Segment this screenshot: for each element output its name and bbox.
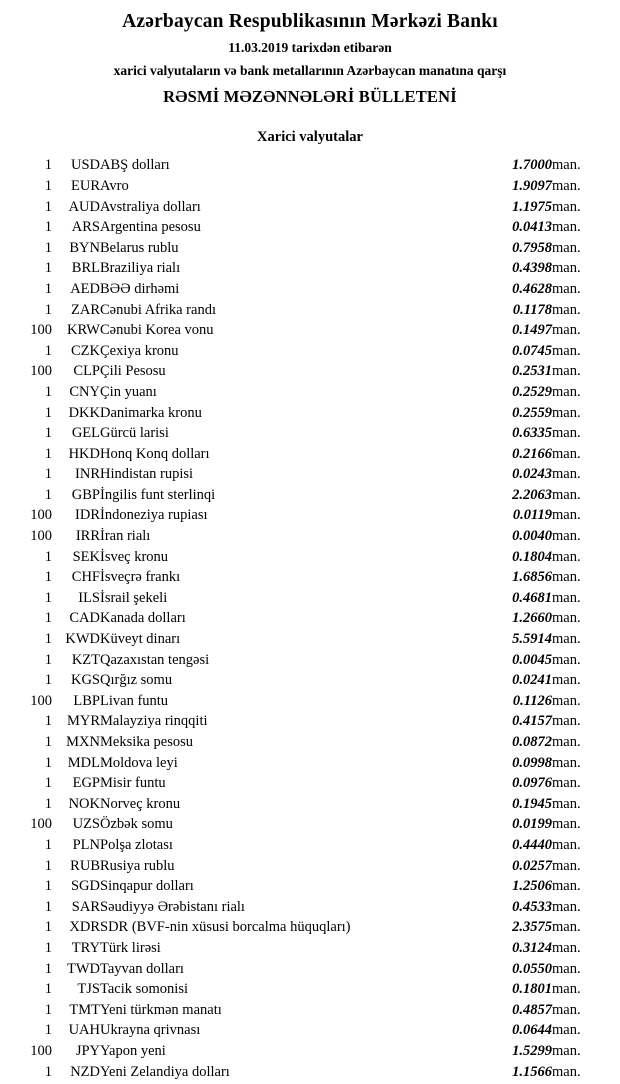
table-row (0, 528, 620, 549)
table-row (0, 425, 620, 446)
currency-quantity: 1 (44, 466, 52, 483)
currency-rate: 0.0241 (512, 672, 552, 689)
table-row (0, 755, 620, 776)
currency-name: Kanada dolları (100, 610, 186, 627)
currency-quantity: 1 (44, 960, 52, 977)
currency-name: Malayziya rinqqiti (100, 713, 208, 730)
table-row (0, 302, 620, 323)
currency-name: Hindistan rupisi (100, 466, 194, 483)
table-row (0, 837, 620, 858)
currency-code: KWD (65, 631, 100, 648)
currency-unit: man. (552, 445, 581, 462)
currency-code: CLP (73, 363, 100, 380)
currency-code: CHF (71, 569, 100, 586)
currency-quantity: 1 (44, 383, 52, 400)
currency-name: Tacik somonisi (100, 981, 188, 998)
currency-rate: 0.2166 (512, 445, 552, 462)
currency-name: Özbək somu (100, 816, 173, 833)
currency-name: Rusiya rublu (100, 857, 175, 874)
currency-quantity: 1 (44, 878, 52, 895)
currency-quantity: 1 (44, 919, 52, 936)
currency-code: SGD (70, 878, 100, 895)
table-row (0, 178, 620, 199)
table-row (0, 487, 620, 508)
currency-code: CAD (69, 610, 100, 627)
currency-unit: man. (552, 383, 581, 400)
currency-code: KRW (66, 322, 100, 339)
currency-name: Yapon yeni (100, 1042, 166, 1059)
currency-rate: 2.2063 (512, 486, 552, 503)
currency-unit: man. (552, 177, 581, 194)
currency-unit: man. (552, 775, 581, 792)
currency-name: İngilis funt sterlinqi (100, 486, 216, 503)
currency-unit: man. (552, 939, 581, 956)
currency-code: IDR (75, 507, 100, 524)
currency-rate: 1.1975 (512, 198, 552, 215)
currency-rate: 0.1497 (512, 322, 552, 339)
table-row (0, 343, 620, 364)
currency-rate: 1.5299 (512, 1042, 552, 1059)
bulletin-title: RƏSMİ MƏZƏNNƏLƏRİ BÜLLETENİ (163, 87, 457, 107)
currency-quantity: 1 (44, 836, 52, 853)
currency-rate: 0.4157 (512, 713, 552, 730)
currency-name: Argentina pesosu (100, 219, 201, 236)
currency-quantity: 100 (30, 322, 52, 339)
currency-code: BYN (69, 239, 100, 256)
currency-quantity: 1 (44, 754, 52, 771)
table-row (0, 858, 620, 879)
currency-rate: 0.1178 (512, 301, 552, 318)
currency-code: CNY (69, 383, 100, 400)
currency-unit: man. (552, 198, 581, 215)
currency-unit: man. (552, 404, 581, 421)
currency-rate: 0.0644 (512, 1022, 552, 1039)
currency-rate: 0.2559 (512, 404, 552, 421)
currency-quantity: 1 (44, 1022, 52, 1039)
currency-rate: 0.0998 (512, 754, 552, 771)
bank-title: Azərbaycan Respublikasının Mərkəzi Bankı (122, 11, 498, 32)
currency-name: Çili Pesosu (100, 363, 166, 380)
currency-code: AED (70, 280, 100, 297)
currency-name: İran rialı (100, 528, 151, 545)
table-row (0, 672, 620, 693)
table-row (0, 384, 620, 405)
currency-name: Cənubi Afrika randı (100, 301, 216, 318)
currency-code: GBP (71, 486, 100, 503)
currency-unit: man. (552, 157, 581, 174)
currency-unit: man. (552, 301, 581, 318)
currency-name: Səudiyyə Ərəbistanı rialı (100, 898, 245, 915)
currency-quantity: 1 (44, 589, 52, 606)
table-row (0, 693, 620, 714)
currency-code: NOK (68, 795, 100, 812)
currency-unit: man. (552, 322, 581, 339)
table-row (0, 940, 620, 961)
currency-quantity: 1 (44, 177, 52, 194)
currency-quantity: 1 (44, 445, 52, 462)
currency-rate: 0.0045 (512, 651, 552, 668)
currency-name: SDR (BVF-nin xüsusi borcalma hüquqları) (100, 919, 351, 936)
currency-name: Belarus rublu (100, 239, 179, 256)
table-row (0, 281, 620, 302)
currency-rate: 0.7958 (512, 239, 552, 256)
currency-code: UAH (68, 1022, 100, 1039)
currency-unit: man. (552, 466, 581, 483)
table-row (0, 981, 620, 1002)
table-row (0, 240, 620, 261)
table-row (0, 1002, 620, 1023)
currency-code: AUD (68, 198, 100, 215)
currency-name: Çin yuanı (100, 383, 157, 400)
currency-unit: man. (552, 816, 581, 833)
currency-unit: man. (552, 1022, 581, 1039)
table-row (0, 816, 620, 837)
currency-rate: 1.9097 (512, 177, 552, 194)
currency-quantity: 1 (44, 548, 52, 565)
currency-rate: 0.1804 (512, 548, 552, 565)
currency-rate: 0.4440 (512, 836, 552, 853)
currency-name: Braziliya rialı (100, 260, 181, 277)
currency-code: LBP (73, 692, 100, 709)
currency-name: Sinqapur dolları (100, 878, 194, 895)
exchange-rates-body (0, 157, 620, 1084)
currency-quantity: 1 (44, 301, 52, 318)
currency-name: Avro (100, 177, 129, 194)
currency-code: JPY (75, 1042, 100, 1059)
currency-unit: man. (552, 219, 581, 236)
currency-code: MDL (67, 754, 100, 771)
currency-quantity: 1 (44, 1001, 52, 1018)
currency-name: Cənubi Korea vonu (100, 322, 214, 339)
currency-quantity: 1 (44, 198, 52, 215)
currency-unit: man. (552, 692, 581, 709)
currency-rate: 0.0413 (512, 219, 552, 236)
currency-unit: man. (552, 734, 581, 751)
currency-unit: man. (552, 857, 581, 874)
currency-quantity: 1 (44, 734, 52, 751)
table-row (0, 549, 620, 570)
currency-unit: man. (552, 898, 581, 915)
currency-quantity: 1 (44, 342, 52, 359)
currency-quantity: 1 (44, 672, 52, 689)
currency-unit: man. (552, 528, 581, 545)
currency-name: İsveç kronu (100, 548, 169, 565)
currency-code: TRY (71, 939, 100, 956)
table-row (0, 157, 620, 178)
currency-unit: man. (552, 960, 581, 977)
currency-quantity: 1 (44, 219, 52, 236)
currency-quantity: 1 (44, 857, 52, 874)
currency-rate: 1.1566 (512, 1063, 552, 1080)
table-row (0, 260, 620, 281)
currency-rate: 0.0199 (512, 816, 552, 833)
currency-code: IRR (75, 528, 100, 545)
document-header (0, 10, 620, 107)
currency-unit: man. (552, 569, 581, 586)
table-row (0, 796, 620, 817)
currency-rate: 1.6856 (512, 569, 552, 586)
currency-quantity: 100 (30, 528, 52, 545)
currency-code: ZAR (71, 301, 100, 318)
currency-name: Yeni Zelandiya dolları (100, 1063, 230, 1080)
currency-code: TMT (69, 1001, 100, 1018)
currency-rate: 0.1945 (512, 795, 552, 812)
currency-quantity: 1 (44, 775, 52, 792)
currency-unit: man. (552, 548, 581, 565)
currency-code: MXN (66, 734, 100, 751)
table-row (0, 899, 620, 920)
currency-quantity: 1 (44, 631, 52, 648)
table-row (0, 363, 620, 384)
table-row (0, 961, 620, 982)
table-row (0, 878, 620, 899)
currency-code: EUR (71, 177, 100, 194)
currency-code: NZD (70, 1063, 100, 1080)
table-row (0, 507, 620, 528)
currency-name: ABŞ dolları (100, 157, 170, 174)
currency-name: İsveçrə frankı (100, 569, 181, 586)
effective-date: 11.03.2019 tarixdən etibarən (228, 40, 392, 56)
table-row (0, 322, 620, 343)
currency-code: SAR (71, 898, 100, 915)
currency-name: Avstraliya dolları (100, 198, 201, 215)
currency-code: RUB (70, 857, 100, 874)
table-row (0, 446, 620, 467)
currency-unit: man. (552, 795, 581, 812)
currency-unit: man. (552, 713, 581, 730)
currency-name: İsrail şekeli (100, 589, 168, 606)
currency-quantity: 1 (44, 404, 52, 421)
currency-code: TJS (77, 981, 100, 998)
currency-code: USD (70, 157, 100, 174)
currency-name: Qazaxıstan tengəsi (100, 651, 210, 668)
currency-unit: man. (552, 589, 581, 606)
currency-rate: 0.4857 (512, 1001, 552, 1018)
currency-unit: man. (552, 878, 581, 895)
currency-code: TWD (66, 960, 100, 977)
table-row (0, 1022, 620, 1043)
currency-rate: 1.2506 (512, 878, 552, 895)
currency-name: Gürcü larisi (100, 425, 169, 442)
table-row (0, 219, 620, 240)
currency-rate: 0.3124 (512, 939, 552, 956)
currency-code: ILS (78, 589, 100, 606)
currency-unit: man. (552, 507, 581, 524)
currency-unit: man. (552, 363, 581, 380)
currency-rate: 1.2660 (512, 610, 552, 627)
currency-name: Küveyt dinarı (100, 631, 181, 648)
currency-quantity: 100 (30, 507, 52, 524)
currency-name: Yeni türkmən manatı (100, 1001, 222, 1018)
currency-code: XDR (69, 919, 100, 936)
currency-code: EGP (72, 775, 100, 792)
currency-rate: 0.4628 (512, 280, 552, 297)
currency-unit: man. (552, 1063, 581, 1080)
currency-quantity: 1 (44, 425, 52, 442)
currency-quantity: 100 (30, 692, 52, 709)
currency-code: BRL (71, 260, 100, 277)
document-subtitle: xarici valyutaların və bank metallarının Azərbaycan manatına qarşı (113, 63, 507, 79)
currency-quantity: 100 (30, 1042, 52, 1059)
section-title-foreign-currencies: Xarici valyutalar (257, 129, 363, 146)
currency-rate: 0.0872 (512, 734, 552, 751)
currency-rate: 0.2529 (512, 383, 552, 400)
currency-unit: man. (552, 919, 581, 936)
currency-code: SEK (72, 548, 100, 565)
currency-unit: man. (552, 672, 581, 689)
currency-unit: man. (552, 1001, 581, 1018)
table-row (0, 1043, 620, 1064)
currency-unit: man. (552, 651, 581, 668)
currency-code: GEL (71, 425, 100, 442)
table-row (0, 775, 620, 796)
table-row (0, 199, 620, 220)
currency-code: KGS (70, 672, 100, 689)
currency-name: Misir funtu (100, 775, 166, 792)
table-row (0, 1064, 620, 1084)
currency-unit: man. (552, 342, 581, 359)
currency-unit: man. (552, 754, 581, 771)
currency-rate: 0.0243 (512, 466, 552, 483)
currency-quantity: 1 (44, 651, 52, 668)
currency-rate: 0.2531 (512, 363, 552, 380)
currency-quantity: 1 (44, 260, 52, 277)
table-row (0, 652, 620, 673)
table-row (0, 466, 620, 487)
currency-code: CZK (71, 342, 100, 359)
currency-quantity: 1 (44, 939, 52, 956)
currency-code: UZS (72, 816, 100, 833)
currency-name: BƏƏ dirhəmi (100, 280, 180, 297)
currency-code: MYR (66, 713, 100, 730)
currency-rate: 0.0257 (512, 857, 552, 874)
currency-code: PLN (72, 836, 100, 853)
currency-rate: 0.6335 (512, 425, 552, 442)
currency-name: Ukrayna qrivnası (100, 1022, 201, 1039)
currency-rate: 0.1801 (512, 981, 552, 998)
currency-name: İndoneziya rupiası (100, 507, 208, 524)
currency-rate: 0.0745 (512, 342, 552, 359)
currency-name: Türk lirəsi (100, 939, 161, 956)
table-row (0, 590, 620, 611)
currency-name: Norveç kronu (100, 795, 181, 812)
currency-unit: man. (552, 981, 581, 998)
currency-rate: 5.5914 (512, 631, 552, 648)
currency-quantity: 1 (44, 157, 52, 174)
currency-code: KZT (71, 651, 100, 668)
currency-rate: 0.4398 (512, 260, 552, 277)
currency-name: Moldova leyi (100, 754, 178, 771)
currency-rate: 0.1126 (512, 692, 552, 709)
currency-name: Honq Konq dolları (100, 445, 210, 462)
currency-quantity: 1 (44, 1063, 52, 1080)
currency-unit: man. (552, 280, 581, 297)
currency-unit: man. (552, 239, 581, 256)
currency-rate: 0.0119 (512, 507, 552, 524)
currency-quantity: 1 (44, 280, 52, 297)
currency-quantity: 1 (44, 898, 52, 915)
currency-quantity: 1 (44, 981, 52, 998)
currency-rate: 0.0040 (512, 528, 552, 545)
currency-rate: 1.7000 (512, 157, 552, 174)
currency-name: Tayvan dolları (100, 960, 184, 977)
currency-rate: 2.3575 (512, 919, 552, 936)
table-row (0, 631, 620, 652)
currency-unit: man. (552, 1042, 581, 1059)
currency-quantity: 1 (44, 486, 52, 503)
currency-quantity: 1 (44, 610, 52, 627)
currency-code: HKD (68, 445, 100, 462)
table-row (0, 405, 620, 426)
currency-unit: man. (552, 836, 581, 853)
table-row (0, 610, 620, 631)
table-row (0, 713, 620, 734)
currency-unit: man. (552, 631, 581, 648)
currency-unit: man. (552, 610, 581, 627)
currency-quantity: 1 (44, 713, 52, 730)
currency-unit: man. (552, 260, 581, 277)
currency-rate: 0.0976 (512, 775, 552, 792)
currency-name: Danimarka kronu (100, 404, 202, 421)
table-row (0, 569, 620, 590)
currency-quantity: 1 (44, 795, 52, 812)
currency-rate: 0.4533 (512, 898, 552, 915)
currency-code: DKK (68, 404, 100, 421)
currency-rate: 0.4681 (512, 589, 552, 606)
table-row (0, 919, 620, 940)
currency-name: Çexiya kronu (100, 342, 179, 359)
currency-code: ARS (71, 219, 100, 236)
currency-rate: 0.0550 (512, 960, 552, 977)
currency-name: Meksika pesosu (100, 734, 194, 751)
table-row (0, 734, 620, 755)
currency-name: Livan funtu (100, 692, 169, 709)
currency-name: Polşa zlotası (100, 836, 173, 853)
exchange-rates-table (0, 157, 620, 1084)
currency-quantity: 1 (44, 569, 52, 586)
currency-code: INR (75, 466, 100, 483)
currency-quantity: 100 (30, 816, 52, 833)
currency-unit: man. (552, 486, 581, 503)
currency-quantity: 100 (30, 363, 52, 380)
currency-unit: man. (552, 425, 581, 442)
currency-name: Qırğız somu (100, 672, 173, 689)
currency-quantity: 1 (44, 239, 52, 256)
